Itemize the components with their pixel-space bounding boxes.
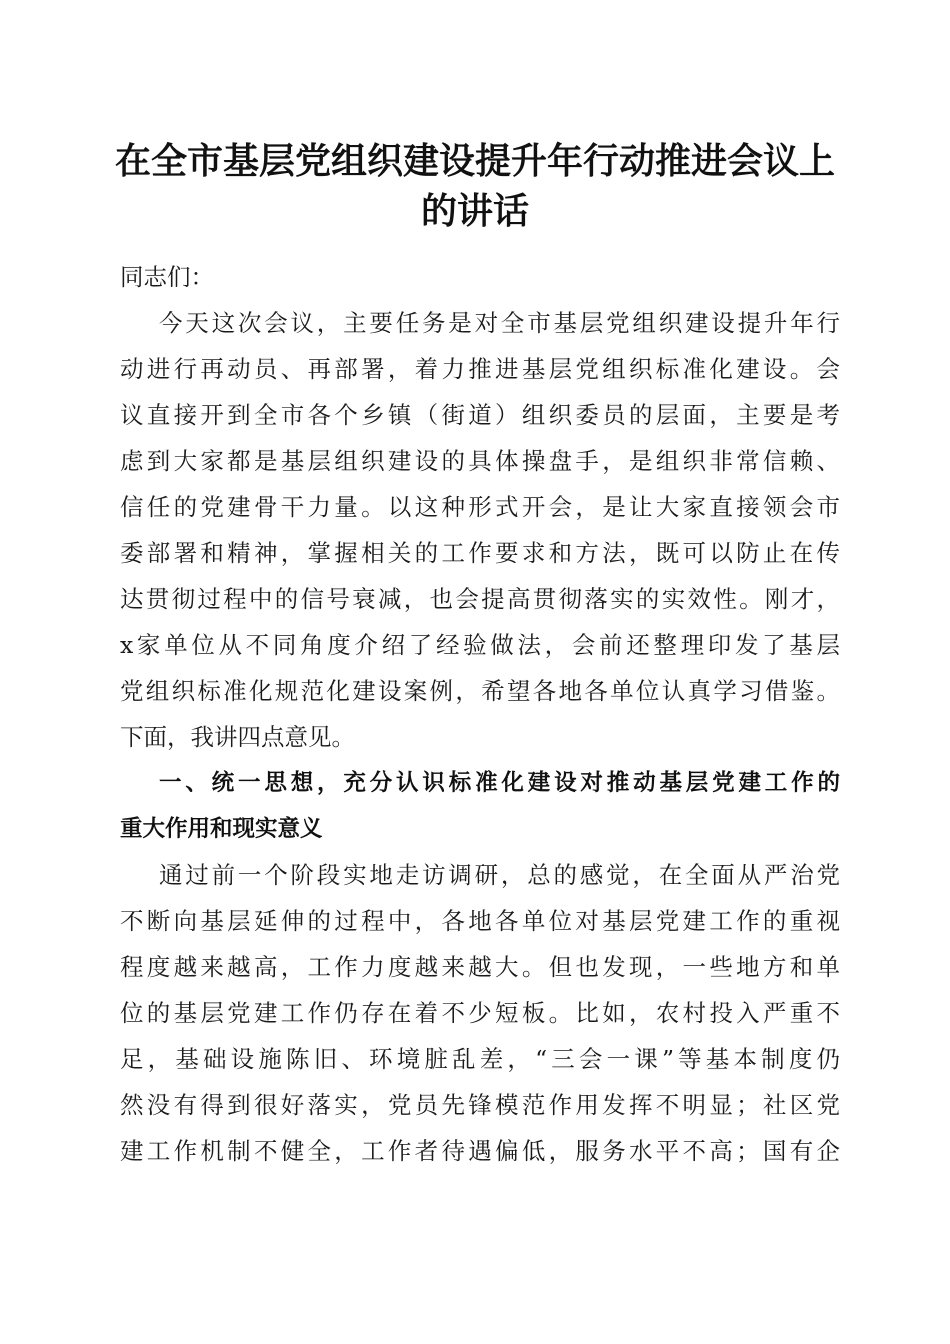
paragraph-line: 然没有得到很好落实，党员先锋模范作用发挥不明显；社区党 [120, 1091, 840, 1119]
title-line: 在全市基层党组织建设提升年行动推进会议上 [114, 140, 835, 182]
paragraph-line: 足，基础设施陈旧、环境脏乱差，“三会一课”等基本制度仍 [120, 1045, 840, 1073]
paragraph-line: x家单位从不同角度介绍了经验做法，会前还整理印发了基层 [120, 631, 840, 659]
section-heading-1 [120, 760, 840, 852]
paragraph-line: 建工作机制不健全，工作者待遇偏低，服务水平不高；国有企 [120, 1137, 840, 1165]
document-body [120, 254, 840, 1174]
paragraph-line: 虑到大家都是基层组织建设的具体操盘手，是组织非常信赖、 [120, 447, 840, 475]
paragraph-line: 委部署和精神，掌握相关的工作要求和方法，既可以防止在传 [120, 539, 840, 567]
paragraph-line: 信任的党建骨干力量。以这种形式开会，是让大家直接领会市 [120, 493, 840, 521]
paragraph-line: 位的基层党建工作仍存在着不少短板。比如，农村投入严重不 [120, 999, 840, 1027]
paragraph-line: 党组织标准化规范化建设案例，希望各地各单位认真学习借鉴。 [120, 677, 840, 705]
title-line: 的讲话 [420, 190, 529, 232]
intro-paragraph [120, 300, 840, 760]
document-title [110, 136, 840, 236]
paragraph-line: 今天这次会议，主要任务是对全市基层党组织建设提升年行 [159, 309, 840, 337]
paragraph-line: 达贯彻过程中的信号衰减，也会提高贯彻落实的实效性。刚才， [120, 585, 840, 613]
heading-line: 重大作用和现实意义 [120, 816, 323, 842]
paragraph-line: 议直接开到全市各个乡镇（街道）组织委员的层面，主要是考 [120, 401, 840, 429]
salutation [120, 254, 840, 300]
paragraph-line: 动进行再动员、再部署，着力推进基层党组织标准化建设。会 [120, 355, 840, 383]
salutation-text: 同志们： [120, 263, 214, 291]
heading-line: 一、统一思想，充分认识标准化建设对推动基层党建工作的 [159, 770, 840, 796]
paragraph-line: 下面，我讲四点意见。 [120, 723, 355, 751]
paragraph-line: 通过前一个阶段实地走访调研，总的感觉，在全面从严治党 [159, 861, 840, 889]
paragraph-line: 程度越来越高，工作力度越来越大。但也发现，一些地方和单 [120, 953, 840, 981]
paragraph-line: 不断向基层延伸的过程中，各地各单位对基层党建工作的重视 [120, 907, 840, 935]
section-1-paragraph [120, 852, 840, 1174]
